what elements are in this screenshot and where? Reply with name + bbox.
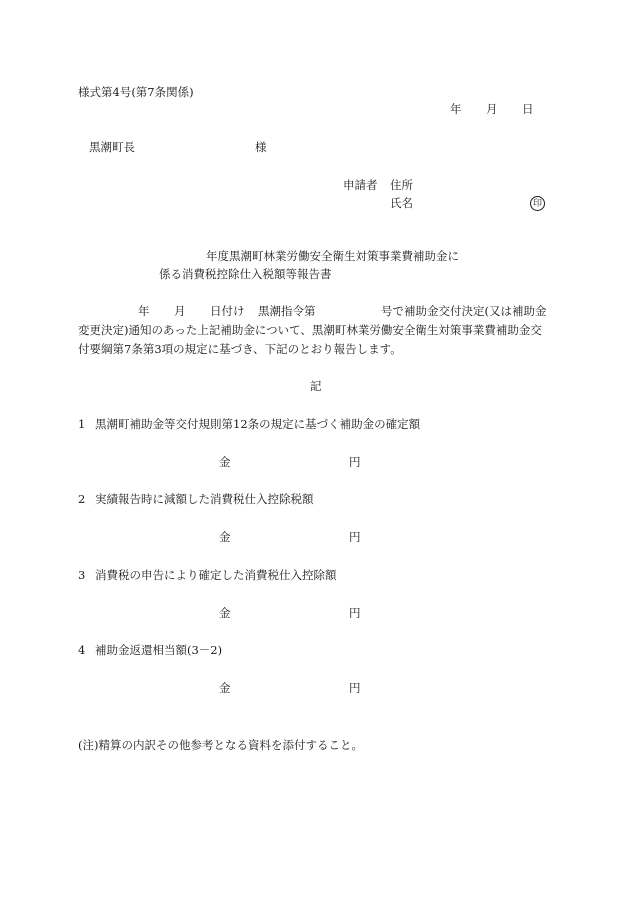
body-ref: 黒潮指令第 (258, 304, 316, 318)
item-kin: 金 (219, 530, 231, 544)
addressee-honorific: 様 (255, 140, 267, 154)
body-line1-rest: 号で補助金交付決定(又は補助金 (381, 304, 547, 318)
item-text: 実績報告時に減額した消費税仕入控除税額 (95, 492, 314, 506)
item-number: 4 (78, 643, 86, 657)
date-month: 月 (486, 102, 498, 116)
title-line-1: 年度黒潮町林業労働安全衛生対策事業費補助金に (206, 249, 459, 263)
item-en: 円 (349, 681, 361, 695)
body-dated: 日付け (210, 304, 245, 318)
addressee-name: 黒潮町長 (89, 140, 135, 154)
form-number: 様式第4号(第7条関係) (78, 85, 194, 99)
item-text: 黒潮町補助金等交付規則第12条の規定に基づく補助金の確定額 (95, 417, 421, 431)
item-text: 消費税の申告により確定した消費税仕入控除額 (95, 568, 337, 582)
item-number: 2 (78, 492, 86, 506)
applicant-label: 申請者 (343, 178, 378, 192)
item-number: 3 (78, 568, 86, 582)
footnote: (注)精算の内訳その他参考となる資料を添付すること。 (78, 738, 363, 752)
applicant-name-label: 氏名 (390, 196, 413, 210)
ki-heading: 記 (310, 379, 322, 393)
body-line-3: 付要綱第7条第3項の規定に基づき、下記のとおり報告します。 (78, 342, 402, 356)
item-en: 円 (349, 606, 361, 620)
item-en: 円 (349, 455, 361, 469)
item-kin: 金 (219, 681, 231, 695)
body-month: 月 (174, 304, 186, 318)
title-line-2: 係る消費税控除仕入税額等報告書 (159, 267, 332, 281)
date-day: 日 (522, 102, 534, 116)
item-text: 補助金返還相当額(3－2) (95, 643, 223, 657)
date-year: 年 (450, 102, 462, 116)
item-number: 1 (78, 417, 86, 431)
item-kin: 金 (219, 606, 231, 620)
body-year: 年 (138, 304, 150, 318)
applicant-address-label: 住所 (390, 178, 413, 192)
body-line-2: 変更決定)通知のあった上記補助金について、黒潮町林業労働安全衛生対策事業費補助金交 (78, 323, 542, 337)
item-en: 円 (349, 530, 361, 544)
seal-mark: 印 (530, 196, 545, 211)
item-kin: 金 (219, 455, 231, 469)
